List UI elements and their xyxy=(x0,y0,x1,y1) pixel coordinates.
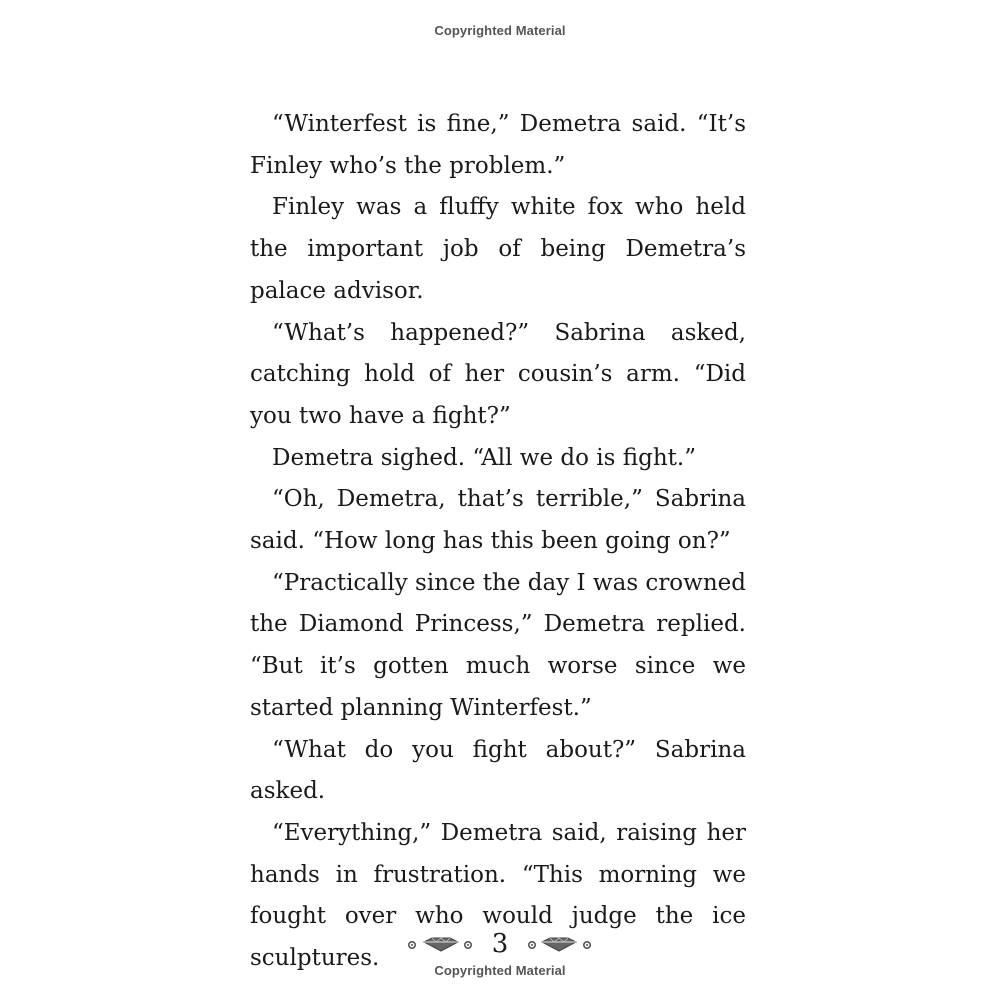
paragraph-7: “What do you fight about?” Sabrina asked. xyxy=(250,736,746,805)
copyright-watermark-top: Copyrighted Material xyxy=(434,23,566,38)
paragraph-6: “Practically since the day I was crowned the Diamond Princess,” Demetra replied. “But it’s gotten much worse since we started planning Winterfest.” xyxy=(250,569,746,721)
diamond-gem-icon xyxy=(406,934,476,954)
diamond-gem-icon xyxy=(524,934,594,954)
page-body-text xyxy=(250,104,746,980)
page-number: 3 xyxy=(491,929,509,959)
paragraph-1: “Winterfest is fine,” Demetra said. “It’s Finley who’s the problem.” xyxy=(250,111,746,179)
paragraph-8: “Everything,” Demetra said, raising her hands in frustration. “This morning we fought over who would judge the ice sculptures. xyxy=(250,819,746,972)
paragraph-2: Finley was a fluffy white fox who held the important job of being Demetra’s palace advisor. xyxy=(250,194,746,304)
paragraph-5: “Oh, Demetra, that’s terrible,” Sabrina said. “How long has this been going on?” xyxy=(250,486,746,555)
copyright-watermark-bottom: Copyrighted Material xyxy=(434,963,566,978)
paragraph-4: Demetra sighed. “All we do is fight.” xyxy=(272,444,696,471)
page-folio xyxy=(0,926,1000,962)
paragraph-3: “What’s happened?” Sabrina asked, catching hold of her cousin’s arm. “Did you two have a fight?” xyxy=(250,319,746,429)
